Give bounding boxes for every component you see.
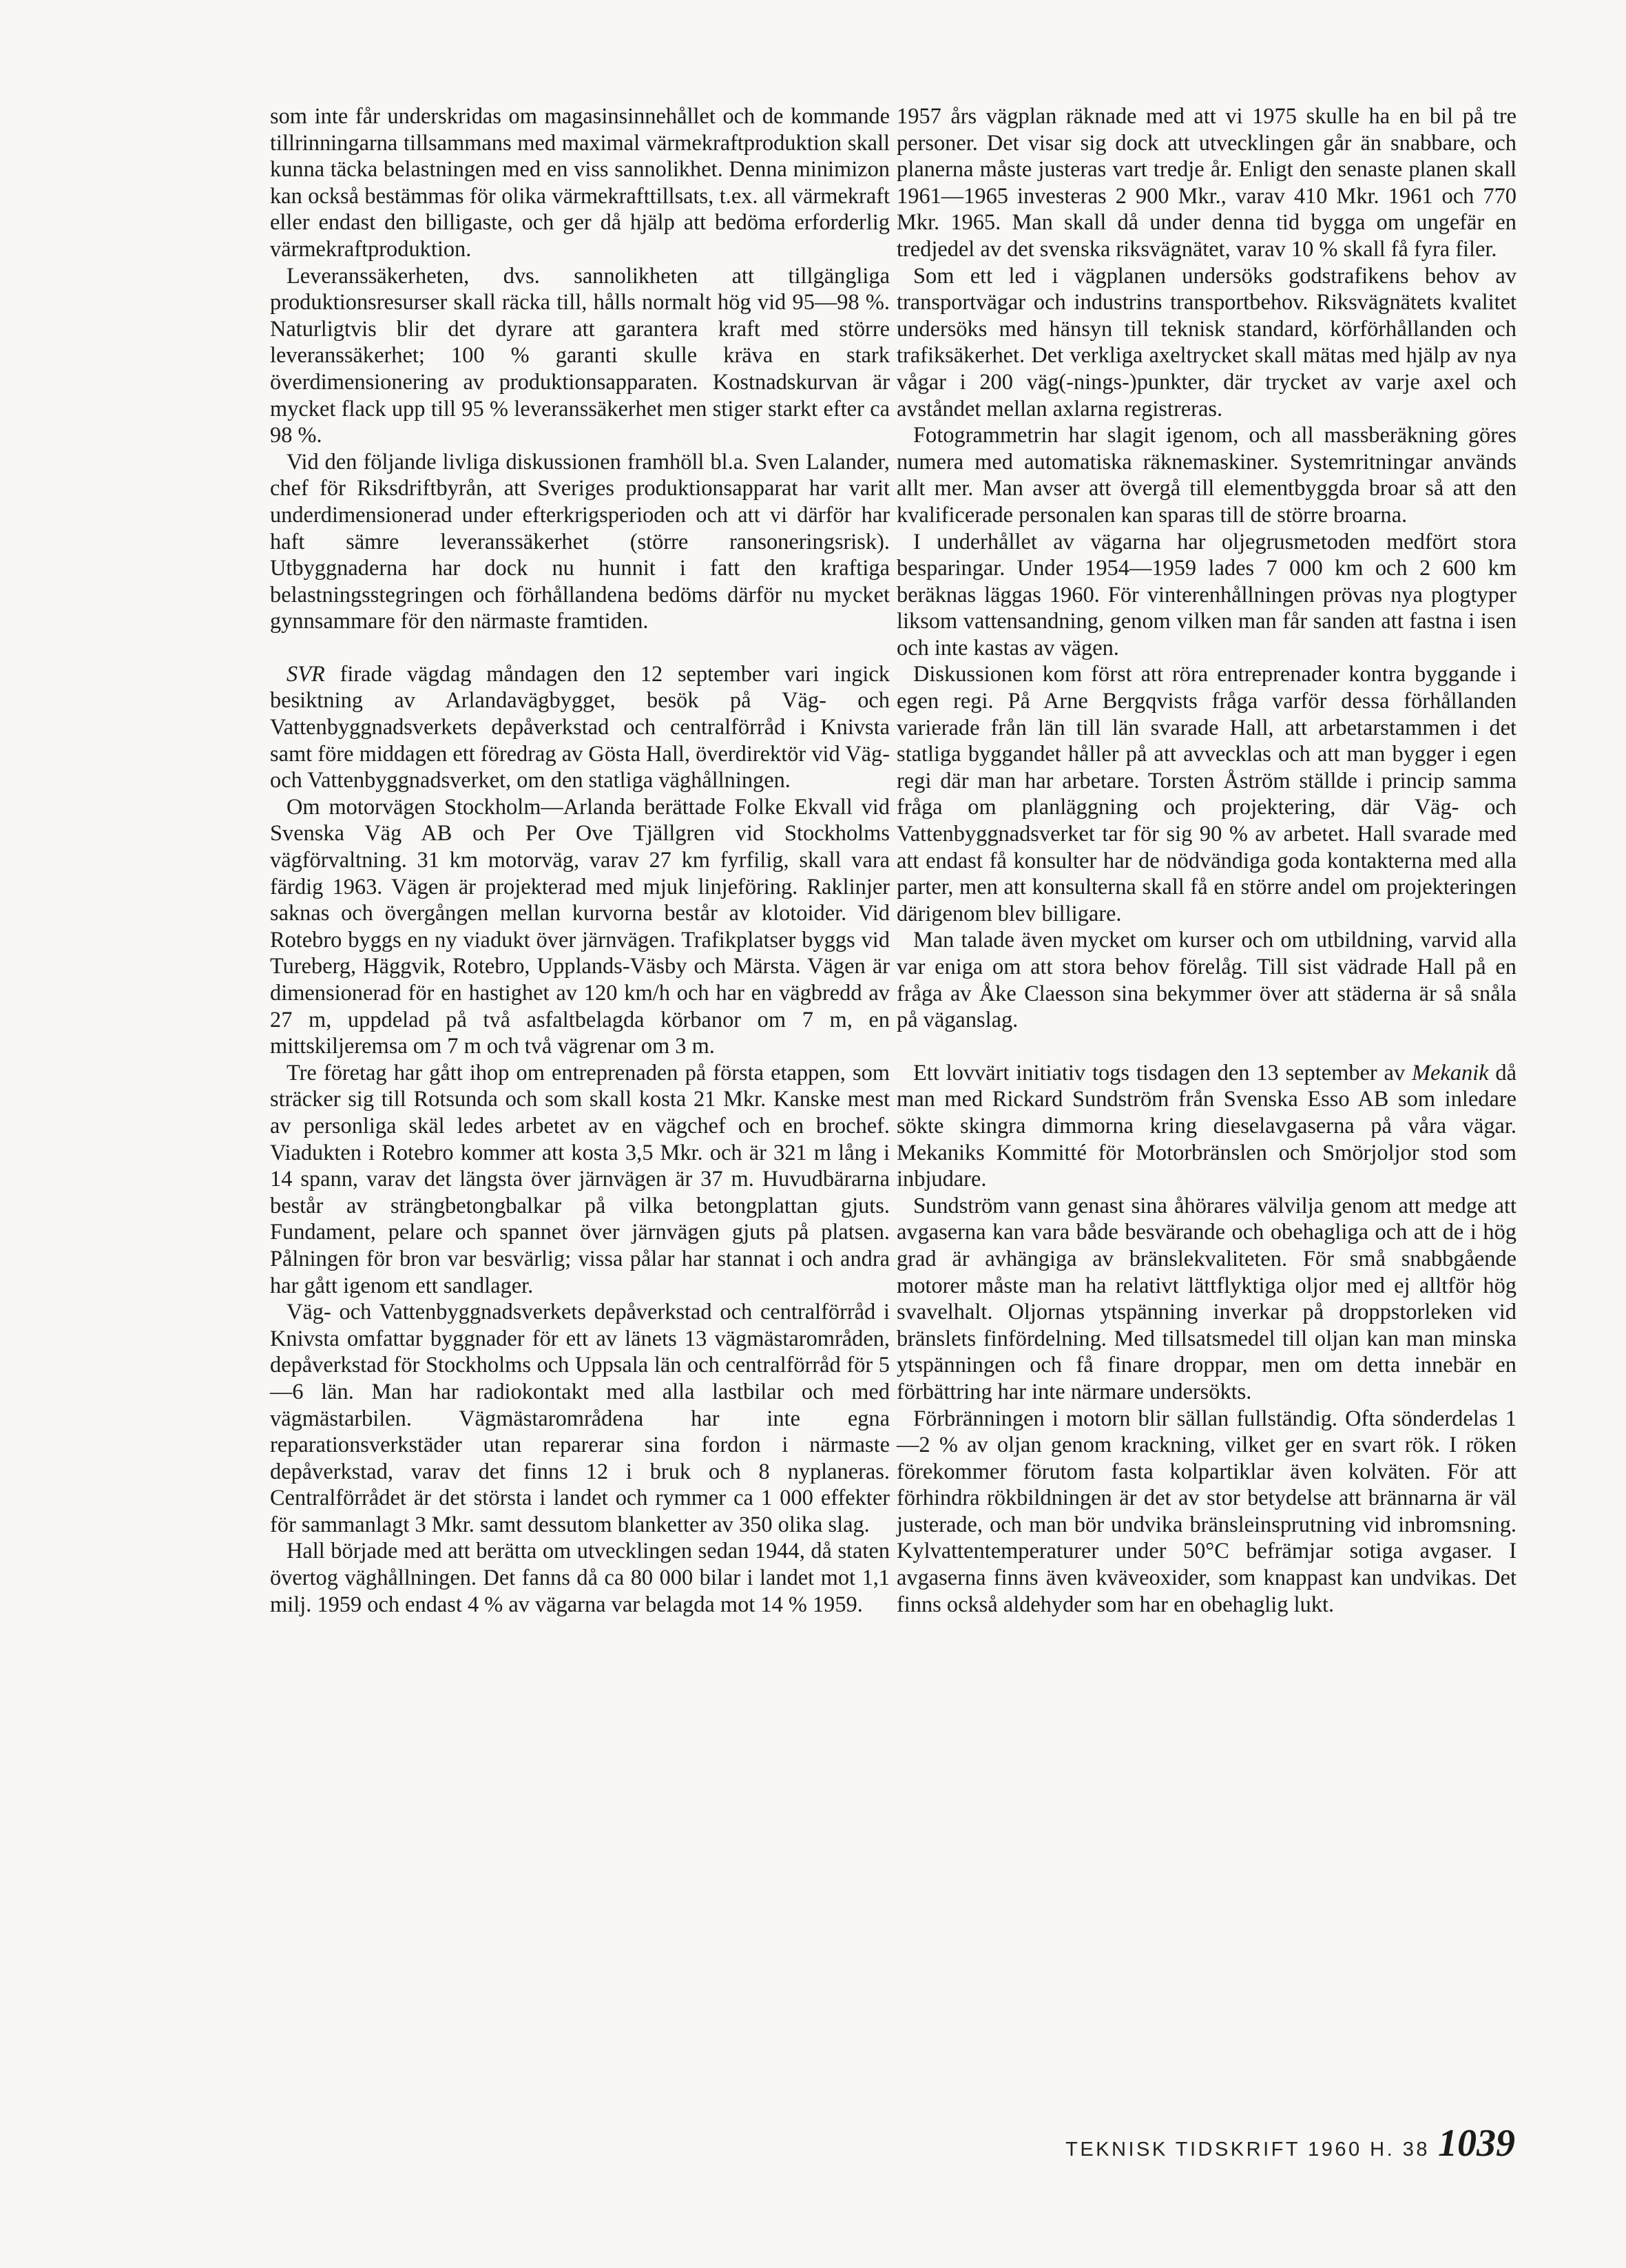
paragraph: Tre företag har gått ihop om entreprenaden på första etappen, som sträcker sig till Rotsunda och som skall kosta 21 Mkr. Kanske mest av personliga skäl ledes arbetet av en vägchef och en brochef. Viadukten i Rotebro kommer att kosta 3,5 Mkr. och är 321 m lång i 14 spann, varav det längsta över järnvägen är 37 m. Huvudbärarna består av strängbetongbalkar på vilka betongplattan gjuts. Fundament, pelare och spannet över järnvägen gjuts på platsen. Pålningen för bron var besvärlig; vissa pålar har stannat i och andra har gått igenom ett sandlager. <box>270 1060 890 1298</box>
journal-name: Mekanik <box>1412 1060 1489 1085</box>
paragraph: som inte får underskridas om magasinsinnehållet och de kommande tillrinningarna tillsammans med maximal värmekraftproduktion skall kunna täcka belastningen med en viss sannolikhet. Denna minimizon kan också bestämmas för olika värmekrafttillsats, t.ex. all värmekraft eller endast den billigaste, och ger då hjälp att bedöma erforderlig värmekraftproduktion. <box>270 104 890 262</box>
paragraph: Diskussionen kom först att röra entreprenader kontra byggande i egen regi. På Arne Bergqvists fråga varför dessa förhållanden varierade från län till län svarade Hall, att arbetarstammen i det statliga byggandet håller på att avvecklas och att man bygger i egen regi där man har arbetare. Torsten Åström ställde i princip samma fråga om planläggning och projektering, där Väg- och Vattenbyggnadsverket tar för sig 90 % av arbetet. Hall svarade med att endast få konsulter har de nödvändiga goda kontakterna med alla parter, men att konsulterna skall få en större andel om projekteringen därigenom blev billigare. <box>897 662 1516 926</box>
page-footer <box>978 2121 1515 2165</box>
left-column <box>270 103 890 1618</box>
paragraph-text: då man med Rickard Sundström från Svenska Esso AB som inledare sökte skingra dimmorna kring dieselavgaserna på våra vägar. Mekaniks Kommitté för Motorbränslen och Smörjoljor stod som inbjudare. <box>897 1060 1517 1192</box>
paragraph: Hall började med att berätta om utvecklingen sedan 1944, då staten övertog väghållningen. Det fanns då ca 80 000 bilar i landet mot 1,1 milj. 1959 och endast 4 % av vägarna var belagda mot 14 % 1959. <box>270 1539 890 1617</box>
section-paragraph <box>897 1060 1516 1193</box>
paragraph: Om motorvägen Stockholm—Arlanda berättade Folke Ekvall vid Svenska Väg AB och Per Ove Tjällgren vid Stockholms vägförvaltning. 31 km motorväg, varav 27 km fyrfilig, skall vara färdig 1963. Vägen är projekterad med mjuk linjeföring. Raklinjer saknas och övergången mellan kurvorna består av klotoider. Vid Rotebro byggs en ny viadukt över järnvägen. Trafikplatser byggs vid Tureberg, Häggvik, Rotebro, Upplands-Väsby och Märsta. Vägen är dimensionerad för en hastighet av 120 km/h och har en vägbredd av 27 m, uppdelad på två asfaltbelagda körbanor om 7 m, en mittskiljeremsa om 7 m och två vägrenar om 3 m. <box>270 794 890 1059</box>
paragraph: Leveranssäkerheten, dvs. sannolikheten att tillgängliga produktionsresurser skall räcka till, hålls normalt hög vid 95—98 %. Naturligtvis blir det dyrare att garantera kraft med större leveranssäkerhet; 100 % garanti skulle kräva en stark överdimensionering av produktionsapparaten. Kostnadskurvan är mycket flack upp till 95 % leveranssäkerhet men stiger starkt efter ca 98 %. <box>270 263 890 448</box>
paragraph: Man talade även mycket om kurser och om utbildning, varvid alla var eniga om att stora behov förelåg. Till sist vädrade Hall på en fråga av Åke Claesson sina bekymmer över att städerna är så snåla på väganslag. <box>897 928 1516 1033</box>
section-paragraph <box>270 661 890 794</box>
paragraph-text: firade vägdag måndagen den 12 september vari ingick besiktning av Arlandavägbygget, besök på Väg- och Vattenbyggnadsverkets depåverkstad och centralförråd i Knivsta samt före middagen ett föredrag av Gösta Hall, överdirektör vid Väg- och Vattenbyggnadsverket, om den statliga väghållningen. <box>270 661 890 793</box>
paragraph: Vid den följande livliga diskussionen framhöll bl.a. Sven Lalander, chef för Riksdriftbyrån, att Sveriges produktionsapparat har varit underdimensionerad under efterkrigsperioden och att vi därför har haft sämre leveranssäkerhet (större ransoneringsrisk). Utbyggnaderna har dock nu hunnit i fatt den kraftiga belastningsstegringen och förhållandena bedöms därför nu mycket gynnsammare för den närmaste framtiden. <box>270 449 890 634</box>
paragraph: Väg- och Vattenbyggnadsverkets depåverkstad och centralförråd i Knivsta omfattar byggnader för ett av länets 13 vägmästarområden, depåverkstad för Stockholms och Uppsala län och centralförråd för 5—6 län. Man har radiokontakt med alla lastbilar och med vägmästarbilen. Vägmästarområdena har inte egna reparationsverkstäder utan reparerar sina fordon i närmaste depåverkstad, varav det finns 12 i bruk och 8 nyplaneras. Centralförrådet är det största i landet och rymmer ca 1 000 effekter för sammanlagt 3 Mkr. samt dessutom blanketter av 350 olika slag. <box>270 1300 890 1537</box>
paragraph: I underhållet av vägarna har oljegrusmetoden medfört stora besparingar. Under 1954—1959 lades 7 000 km och 2 600 km beräknas läggas 1960. För vinterenhållningen prövas nya plogtyper liksom vattensandning, genom vilken man får sanden att fastna i isen och inte kastas av vägen. <box>897 529 1516 660</box>
paragraph: Sundström vann genast sina åhörares välvilja genom att medge att avgaserna kan vara både besvärande och obehagliga och att de i hög grad är avhängiga av bränslekvaliteten. För små snabbgående motorer måste man ha relativt lättflyktiga oljor med ej alltför hög svavelhalt. Oljornas ytspänning inverkar på droppstorleken vid bränslets finfördelning. Med tillsatsmedel till oljan kan man minska ytspänningen och få finare droppar, men om detta innebär en förbättring har inte närmare undersökts. <box>897 1193 1516 1404</box>
org-name: SVR <box>286 661 325 687</box>
right-column <box>897 103 1516 1618</box>
paragraph: 1957 års vägplan räknade med att vi 1975 skulle ha en bil på tre personer. Det visar sig dock att utvecklingen går än snabbare, och planerna måste justeras vart tredje år. Enligt den senaste planen skall 1961—1965 investeras 2 900 Mkr., varav 410 Mkr. 1961 och 770 Mkr. 1965. Man skall då under denna tid bygga om ungefär en tredjedel av det svenska riksvägnätet, varav 10 % skall få fyra filer. <box>897 104 1516 262</box>
paragraph: Förbränningen i motorn blir sällan fullständig. Ofta sönderdelas 1—2 % av oljan genom krackning, vilket ger en svart rök. I röken förekommer förutom fasta kolpartiklar även kolväten. För att förhindra rökbildningen är det av stor betydelse att brännarna är väl justerade, och man bör undvika bränsleinsprutning vid inbromsning. Kylvattentemperaturer under 50°C befrämjar sotiga avgaser. I avgaserna finns även kväveoxider, som knappast kan undvikas. Det finns också aldehyder som har en obehaglig lukt. <box>897 1406 1516 1617</box>
paragraph: Som ett led i vägplanen undersöks godstrafikens behov av transportvägar och industrins transportbehov. Riksvägnätets kvalitet undersöks med hänsyn till teknisk standard, körförhållanden och trafiksäkerhet. Det verkliga axeltrycket skall mätas med hjälp av nya vågar i 200 väg(-nings-)punkter, där trycket av varje axel och avståndet mellan axlarna registreras. <box>897 263 1516 422</box>
page-number: 1039 <box>1438 2122 1515 2165</box>
journal-issue: TEKNISK TIDSKRIFT 1960 H. 38 <box>1065 2139 1430 2161</box>
paragraph: Fotogrammetrin har slagit igenom, och all massberäkning göres numera med automatiska räknemaskiner. Systemritningar används allt mer. Man avser att övergå till elementbyggda broar så att den kvalificerade personalen kan sparas till de större broarna. <box>897 423 1516 528</box>
paragraph-text: Ett lovvärt initiativ togs tisdagen den 13 september av <box>913 1060 1413 1085</box>
